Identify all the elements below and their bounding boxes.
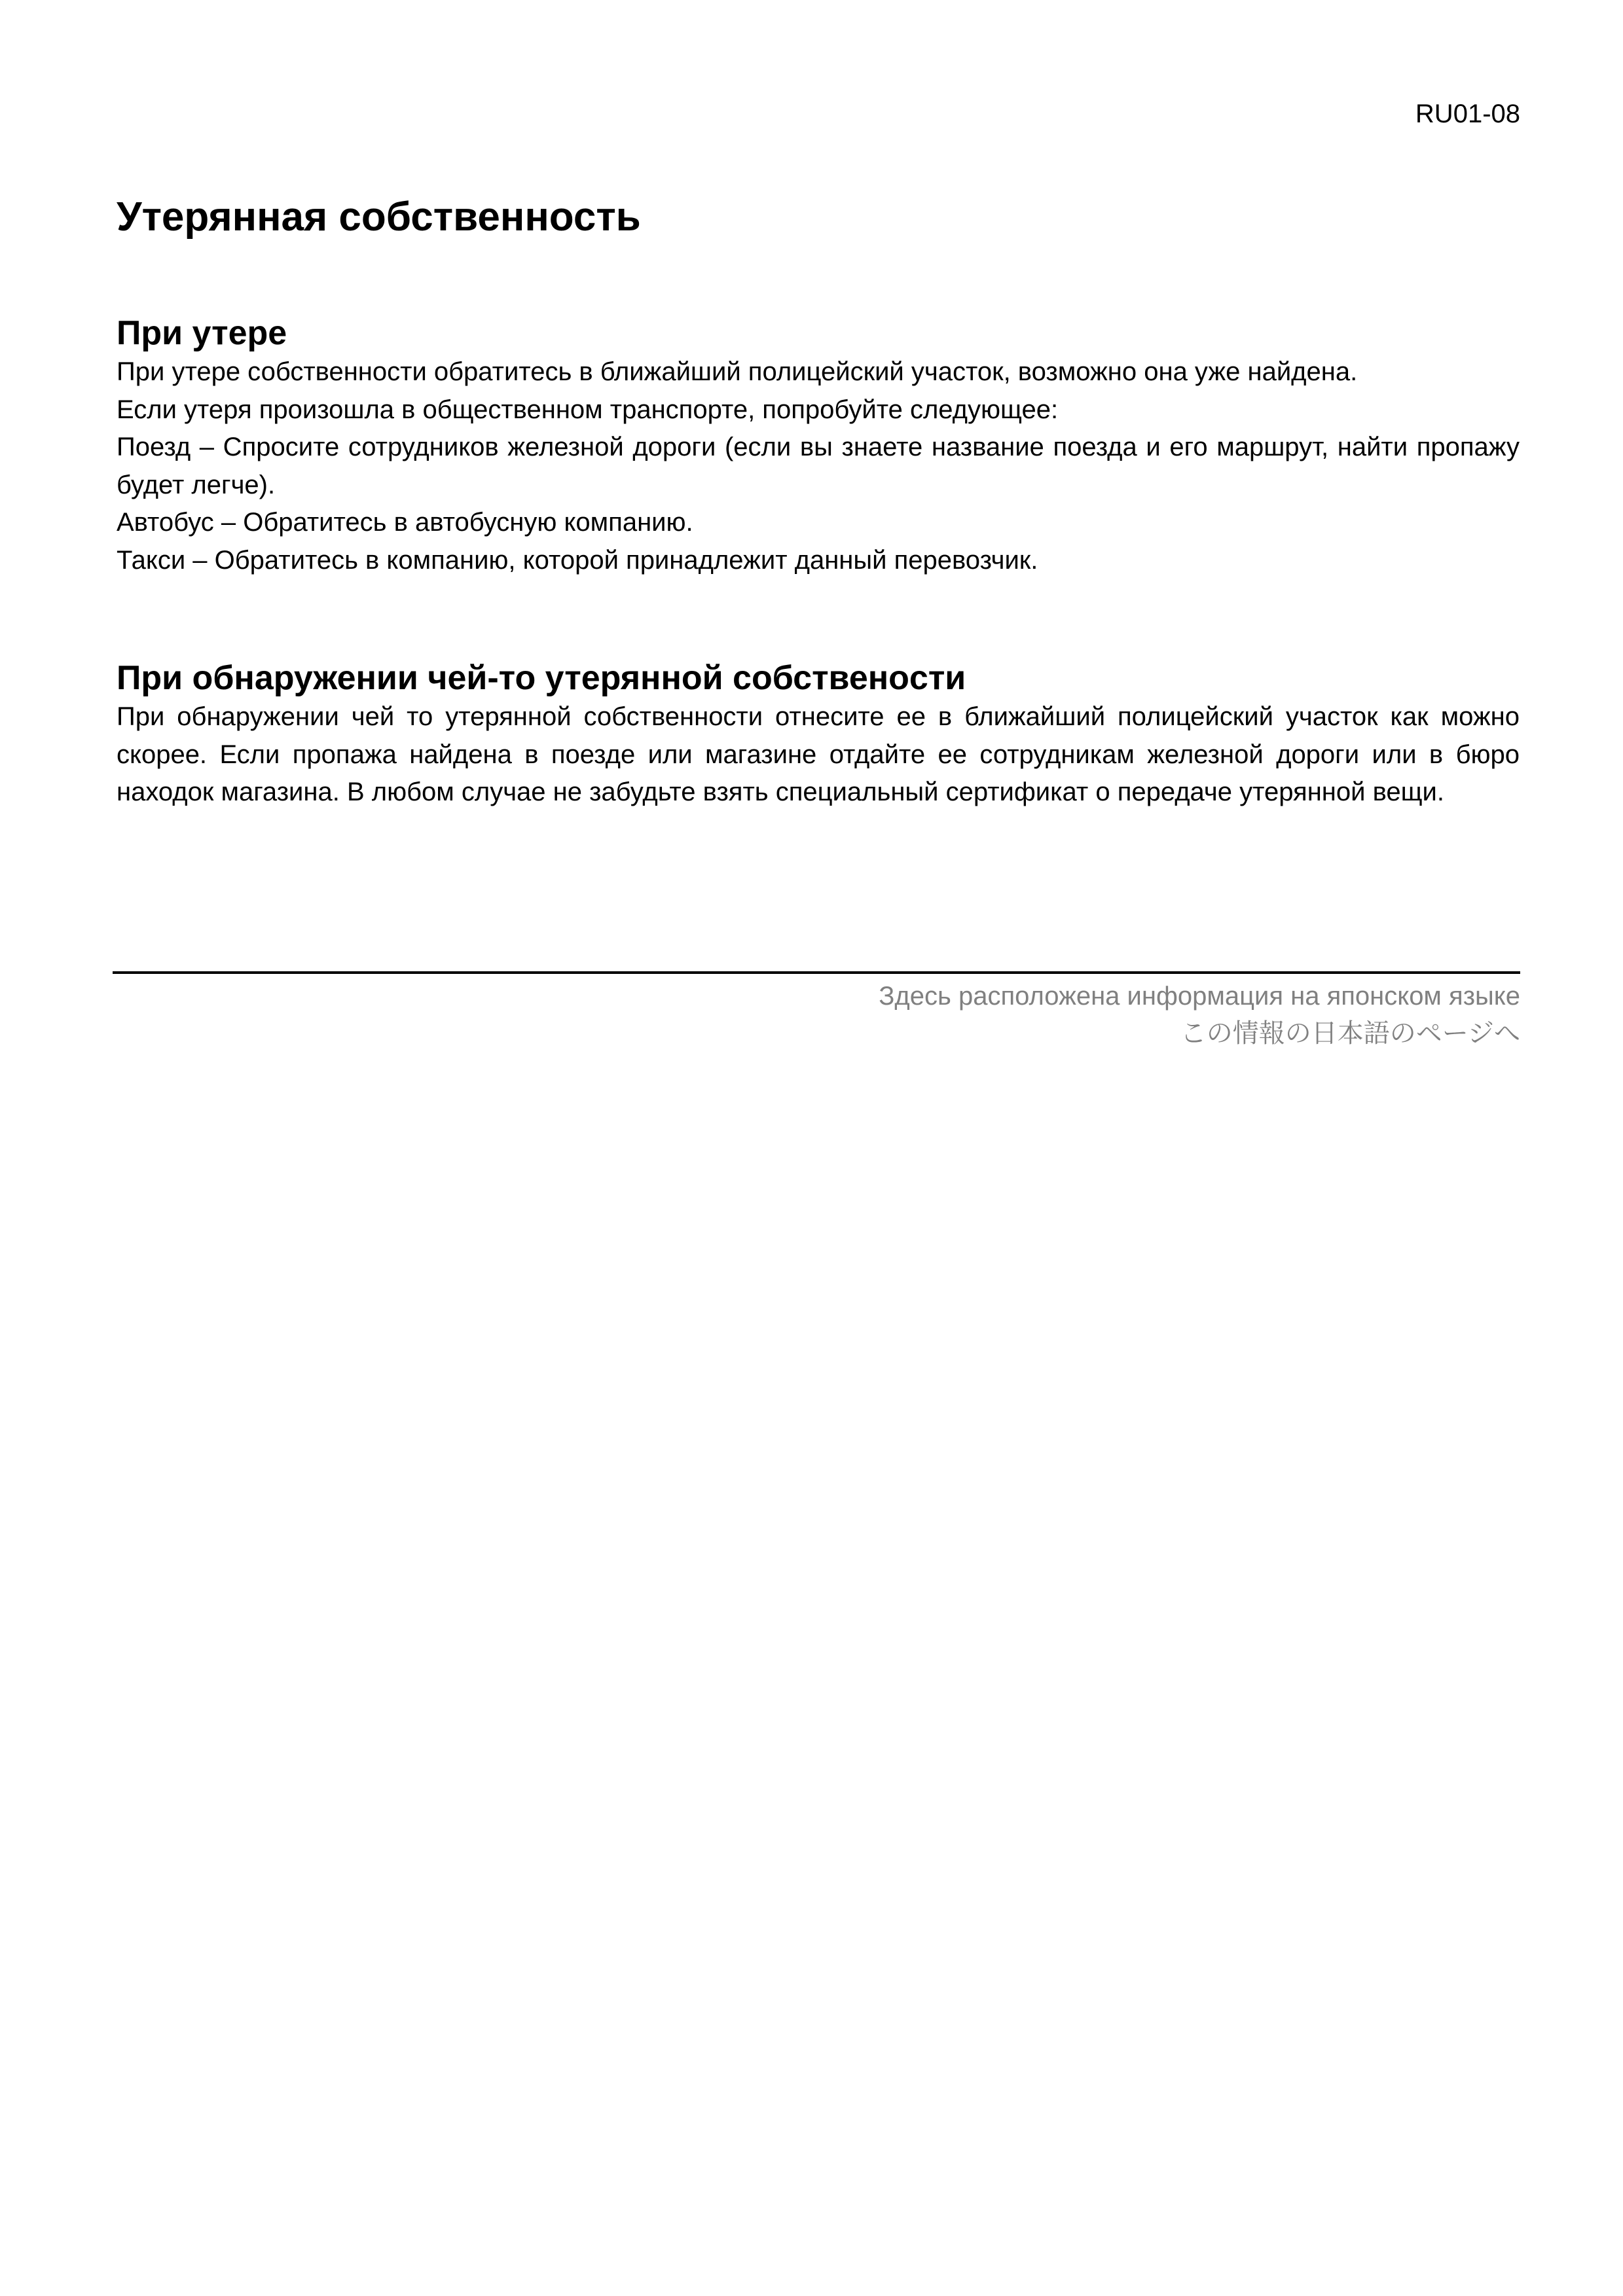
link-japanese-info-russian[interactable]: Здесь расположена информация на японском языке [879, 982, 1520, 1011]
document-code: RU01-08 [1415, 99, 1520, 128]
paragraph-lost-bus: Автобус – Обратитесь в автобусную компанию. [117, 508, 693, 537]
paragraph-lost-police: При утере собственности обратитесь в ближайший полицейский участок, возможно она уже найдена. [117, 357, 1358, 386]
link-japanese-page[interactable]: この情報の日本語のページへ [1180, 1018, 1520, 1049]
footer-divider [113, 971, 1520, 974]
paragraph-lost-transport: Если утеря произошла в общественном транспорте, попробуйте следующее: [117, 395, 1059, 424]
paragraph-lost-taxi: Такси – Обратитесь в компанию, которой принадлежит данный перевозчик. [117, 545, 1038, 575]
section-lost-property [117, 313, 1520, 579]
paragraph-lost-train: Поезд – Спросите сотрудников железной дороги (если вы знаете название поезда и его маршрут, найти пропажу будет легче). [117, 433, 1520, 499]
section-heading-found: При обнаружении чей-то утерянной собственоcти [117, 659, 966, 697]
paragraph-found: При обнаружении чей то утерянной собственности отнесите ее в ближайший полицейский участок как можно скорее. Если пропажа найдена в поезде или магазине отдайте ее сотрудникам железной дороги или в бюро находок магазина. В любом случае не забудьте взять специальный сертификат о передаче утерянной вещи. [117, 702, 1520, 806]
page-title: Утерянная собственность [117, 194, 641, 240]
section-heading-lost: При утере [117, 314, 287, 352]
section-found-property [117, 658, 1520, 812]
